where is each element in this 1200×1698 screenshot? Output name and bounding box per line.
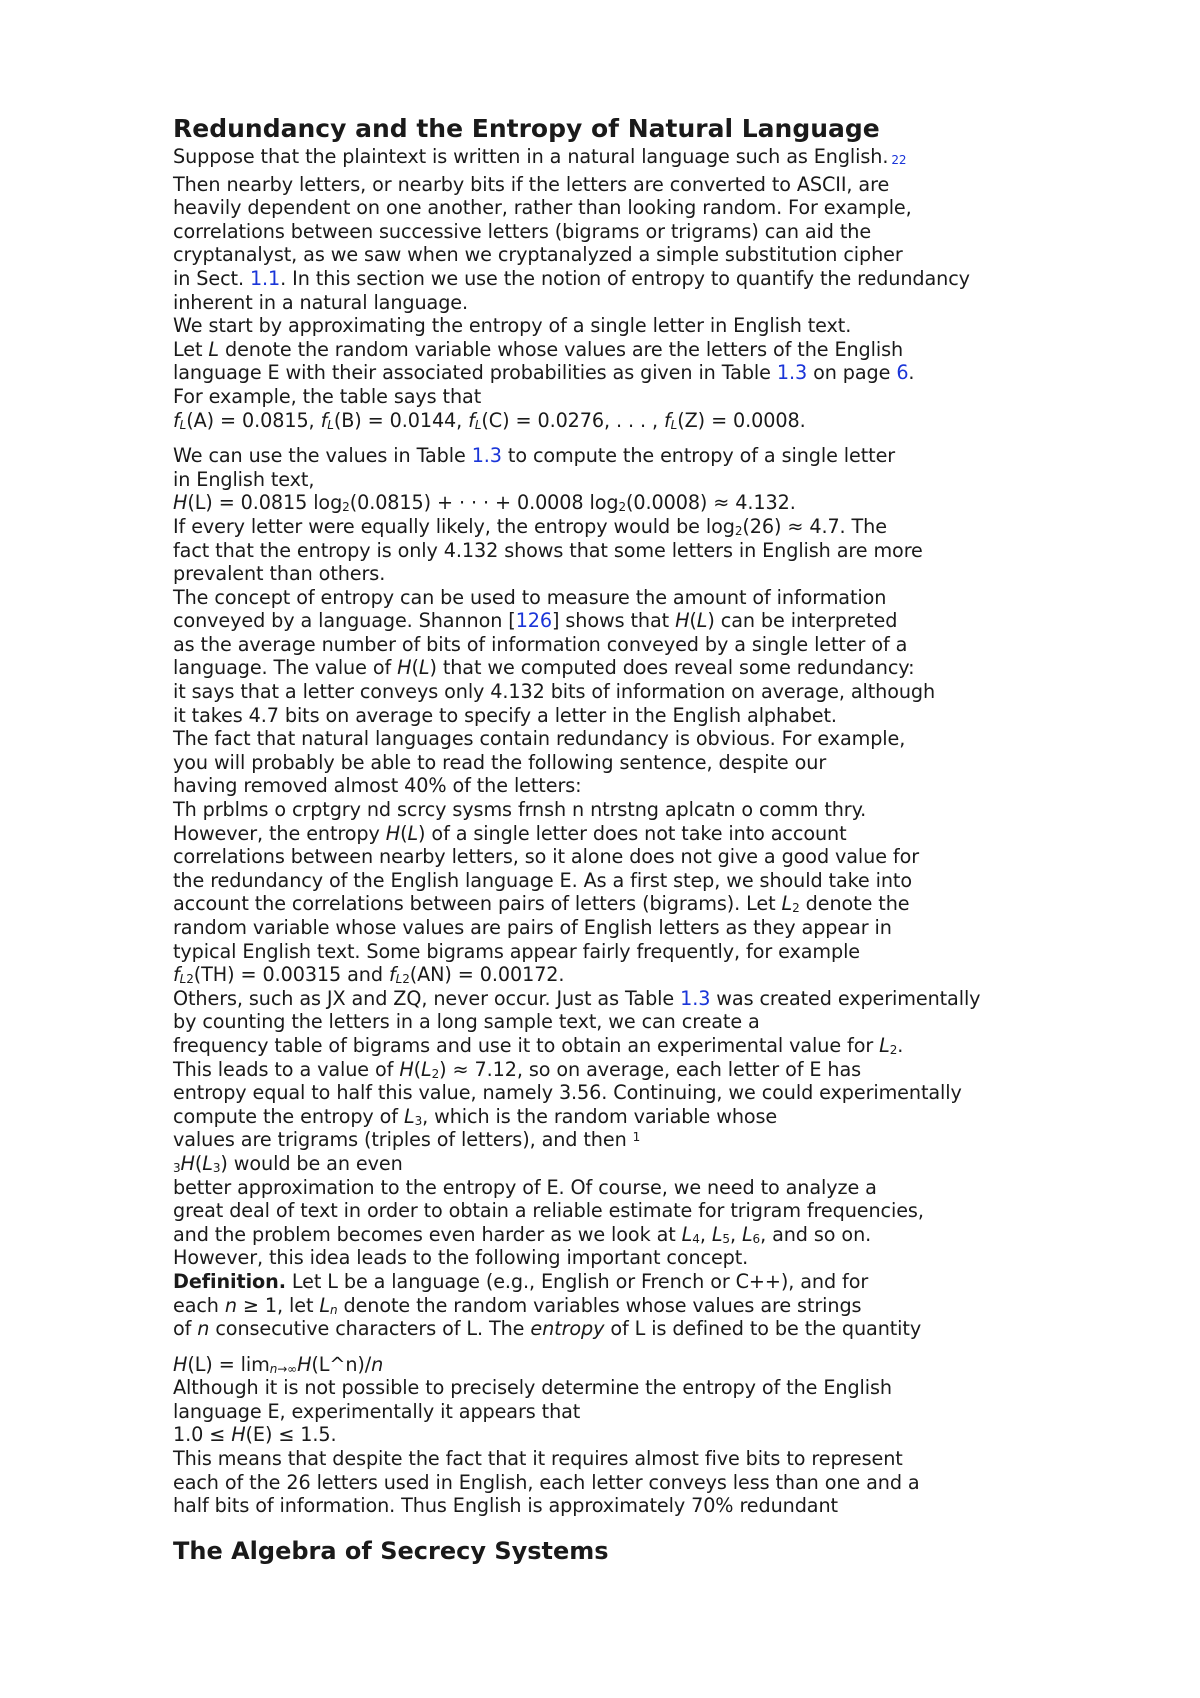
paragraph-conclusion: Although it is not possible to precisely determine the entropy of the English language E, experimentally it appears that 1.0 ≤ H(E) ≤ 1.5. This means that despite the fact that it requires almost five bits to represent each of the 26 letters used in English, each letter conveys less than one and a half bits of information. Thus English is approximately 70% redundant — [173, 1376, 1073, 1518]
link-table-1-3[interactable]: 1.3 — [680, 986, 711, 1010]
link-table-1-3[interactable]: 1.3 — [776, 361, 808, 385]
equation-letter-frequencies: $f_L(A) = 0.0815$, $f_L(B) = 0.0144$, $f_L(C) = 0.0276$, . . . , $f_L(Z) = 0.0008$. — [173, 408, 806, 432]
paragraph-entropy: We can use the values in Table 1.3 to compute the entropy of a single letter in English text, H(L) = 0.0815 $\log_2(0.0815)$ + · · · + 0.0008 $\log_2(0.0008) \approx 4.132$. If every letter were equally likely, the entropy would be $\log_2(26) \approx 4.7$. The fact that the entropy is only 4.132 shows that some letters in English are more prevalent than others. The concept of entropy can be used to measure the amount of information conveyed by a language. Shannon [126] shows that H(L) can be interpreted as the average number of bits of information conveyed by a single letter of a language. The value of H(L) that we computed does reveal some redundancy: it says that a letter conveys only 4.132 bits of information on average, although it takes 4.7 bits on average to specify a letter in the English alphabet. The fact that natural languages contain redundancy is obvious. For example, you will probably be able to read the following sentence, despite our having removed almost 40% of the letters: Th prblms o crptgry nd scrcy sysms frnsh n ntrstng aplcatn o comm thry. However, the entropy H(L) of a single letter does not take into account correlations between nearby letters, so it alone does not give a good value for the redundancy of the English language E. As a first step, we should take into account the correlations between pairs of letters (bigrams). Let $L_2$ denote the random variable whose values are pairs of English letters as they appear in typical English text. Some bigrams appear fairly frequently, for example $f_{L2}(TH) = 0.00315$ and $f_{L2}(AN) = 0.00172$. Others, such as JX and ZQ, never occur. Just as Table 1.3 was created experimentally by counting the letters in a long sample text, we can create a frequency table of bigrams and use it to obtain an experimental value for $L_2$. This leads to a value of $H(L_2) \approx 7.12$, so on average, each letter of E has entropy equal to half this value, namely 3.56. Continuing, we could experimentally compute the entropy of $L_3$, which is the random variable whose values are trigrams (triples of letters), and then $^1$ $_3H(L_3)$ would be an even better approximation to the entropy of E. Of course, we need to analyze a great deal of text in order to obtain a reliable estimate for trigram frequencies, and the problem becomes even harder as we look at $L_4$, $L_5$, $L_6$, and so on. However, this idea leads to the following important concept. — [173, 444, 1073, 1270]
link-page-6[interactable]: 6 — [896, 361, 909, 385]
equation-entropy-single-letter: H(L) = 0.0815 $\log_2(0.0815)$ + · · · + 0.0008 $\log_2(0.0008) \approx 4.132$. — [173, 491, 796, 515]
equation-entropy-bounds: 1.0 ≤ H(E) ≤ 1.5. — [173, 1423, 337, 1447]
example-sentence: Th prblms o crptgry nd scrcy sysms frnsh n ntrstng aplcatn o comm thry. — [173, 798, 867, 822]
equation-entropy-definition: $H(L) = \lim_{n\to\infty}H(L\^{}n)/n$ — [173, 1352, 384, 1376]
document-page — [173, 113, 1073, 1566]
citation-link-126[interactable]: 126 — [515, 609, 553, 633]
definition-label: Definition. — [173, 1269, 286, 1293]
definition-block: Definition. Let L be a language (e.g., English or French or C++), and for each n ≥ 1, let $L_n$ denote the random variables whose values are strings of n consecutive characters of L. The entropy of L is defined to be the quantity $H(L) = \lim_{n\to\infty}H(L\^{}n)/n$ — [173, 1270, 1073, 1376]
link-table-1-3[interactable]: 1.3 — [471, 444, 502, 468]
link-sect-1-1[interactable]: 1.1 — [249, 266, 281, 290]
paragraph-intro: Suppose that the plaintext is written in a natural language such as English. 22 Then nearby letters, or nearby bits if the letters are converted to ASCII, are heavily dependent on one another, rather than looking random. For example, correlations between successive letters (bigrams or trigrams) can aid the cryptanalyst, as we saw when we cryptanalyzed a simple substitution cipher in Sect. 1.1. In this section we use the notion of entropy to quantify the redundancy inherent in a natural language. We start by approximating the entropy of a single letter in English text. Let L denote the random variable whose values are the letters of the English language E with their associated probabilities as given in Table 1.3 on page 6. For example, the table says that $f_L(A) = 0.0815$, $f_L(B) = 0.0144$, $f_L(C) = 0.0276$, . . . , $f_L(Z) = 0.0008$. — [173, 145, 1073, 432]
section-heading-redundancy: Redundancy and the Entropy of Natural Language — [173, 114, 880, 143]
equation-bigram-frequencies: $f_{L2}(TH) = 0.00315$ and $f_{L2}(AN) = 0.00172$. — [173, 963, 565, 987]
footnote-link-22[interactable]: 22 — [891, 153, 907, 167]
section-heading-algebra: The Algebra of Secrecy Systems — [173, 1536, 609, 1565]
